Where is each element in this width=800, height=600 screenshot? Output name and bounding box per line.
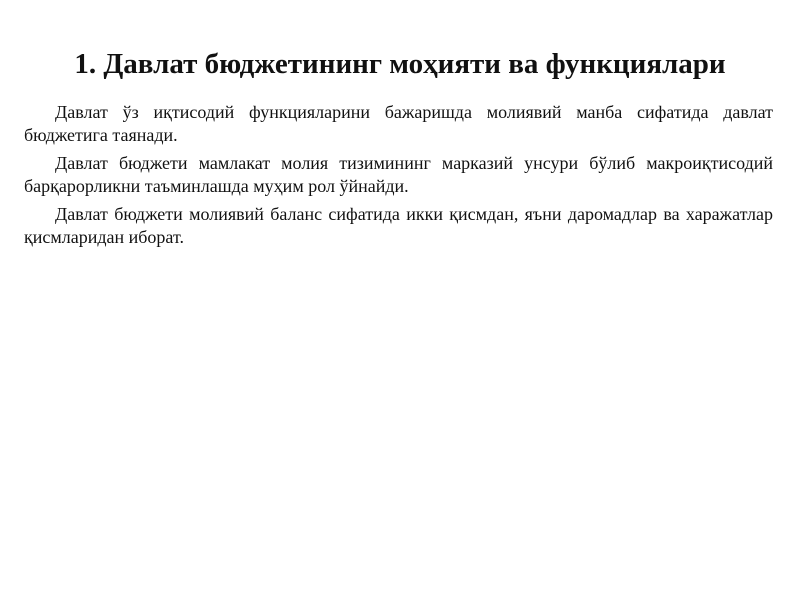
paragraph-2: Давлат бюджети мамлакат молия тизимининг марказий унсури бўлиб макроиқтисодий барқарорликни таъминлашда муҳим рол ўйнайди.	[24, 153, 773, 196]
paragraph-3: Давлат бюджети молиявий баланс сифатида икки қисмдан, яъни даромадлар ва харажатлар қисмларидан иборат.	[24, 204, 773, 247]
paragraph-1: Давлат ўз иқтисодий функцияларини бажаришда молиявий манба сифатида давлат бюджетига таянади.	[24, 102, 773, 145]
slide-body	[24, 101, 773, 254]
slide-title: 1. Давлат бюджетининг моҳияти ва функциялари	[74, 48, 726, 80]
